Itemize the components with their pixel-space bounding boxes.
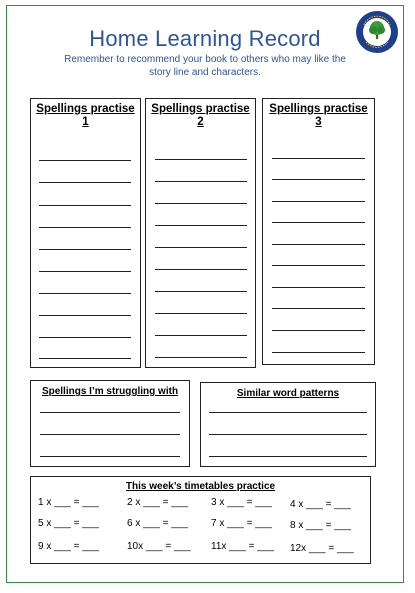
page-subtitle: Remember to recommend your book to others who may like the story line and characters.: [64, 54, 346, 78]
writing-line[interactable]: [272, 244, 365, 245]
writing-line[interactable]: [40, 434, 180, 435]
struggling-box: [30, 380, 190, 467]
writing-line[interactable]: [155, 247, 247, 248]
timetable-item[interactable]: 11x ___ = ___: [211, 541, 274, 552]
timetable-item[interactable]: 6 x ___ = ___: [127, 518, 188, 529]
timetable-item[interactable]: 8 x ___ = ___: [290, 520, 351, 531]
writing-line[interactable]: [155, 181, 247, 182]
writing-line[interactable]: [155, 357, 247, 358]
spellings-box-title: Spellings practise 2: [151, 103, 250, 128]
writing-line[interactable]: [39, 160, 131, 161]
timetable-item[interactable]: 7 x ___ = ___: [211, 518, 272, 529]
spellings-box-title: Spellings practise 1: [36, 103, 135, 128]
timetable-item[interactable]: 9 x ___ = ___: [38, 541, 99, 552]
timetables-title: This week’s timetables practice: [125, 481, 276, 492]
timetable-item[interactable]: 3 x ___ = ___: [211, 497, 272, 508]
writing-line[interactable]: [272, 330, 365, 331]
writing-line[interactable]: [209, 412, 367, 413]
struggling-box-title: Spellings I’m struggling with: [41, 386, 179, 397]
writing-line[interactable]: [272, 308, 365, 309]
writing-line[interactable]: [39, 205, 131, 206]
writing-line[interactable]: [39, 271, 131, 272]
writing-line[interactable]: [209, 434, 367, 435]
timetable-item[interactable]: 10x ___ = ___: [127, 541, 191, 552]
writing-line[interactable]: [155, 203, 247, 204]
spellings-box-3: [262, 98, 375, 365]
writing-line[interactable]: [39, 293, 131, 294]
writing-line[interactable]: [155, 291, 247, 292]
writing-line[interactable]: [272, 201, 365, 202]
writing-line[interactable]: [272, 158, 365, 159]
page-title: Home Learning Record: [89, 26, 321, 51]
timetable-item[interactable]: 5 x ___ = ___: [38, 518, 99, 529]
writing-line[interactable]: [155, 269, 247, 270]
writing-line[interactable]: [39, 227, 131, 228]
writing-line[interactable]: [209, 456, 367, 457]
patterns-box: [200, 382, 376, 467]
writing-line[interactable]: [155, 159, 247, 160]
writing-line[interactable]: [272, 265, 365, 266]
writing-line[interactable]: [272, 179, 365, 180]
writing-line[interactable]: [272, 287, 365, 288]
writing-line[interactable]: [39, 315, 131, 316]
spellings-box-1: [30, 98, 141, 368]
school-logo-icon: [355, 10, 399, 54]
writing-line[interactable]: [272, 352, 365, 353]
writing-line[interactable]: [39, 182, 131, 183]
writing-line[interactable]: [39, 337, 131, 338]
writing-line[interactable]: [155, 313, 247, 314]
writing-line[interactable]: [39, 358, 131, 359]
timetable-item[interactable]: 2 x ___ = ___: [127, 497, 188, 508]
writing-line[interactable]: [272, 222, 365, 223]
writing-line[interactable]: [39, 249, 131, 250]
spellings-box-title: Spellings practise 3: [269, 103, 368, 128]
timetable-item[interactable]: 4 x ___ = ___: [290, 499, 351, 510]
writing-line[interactable]: [155, 225, 247, 226]
patterns-box-title: Similar word patterns: [236, 388, 340, 399]
writing-line[interactable]: [40, 456, 180, 457]
timetables-box: [30, 476, 371, 564]
writing-line[interactable]: [155, 335, 247, 336]
spellings-box-2: [145, 98, 256, 368]
timetable-item[interactable]: 12x ___ = ___: [290, 543, 354, 554]
writing-line[interactable]: [40, 412, 180, 413]
timetable-item[interactable]: 1 x ___ = ___: [38, 497, 99, 508]
